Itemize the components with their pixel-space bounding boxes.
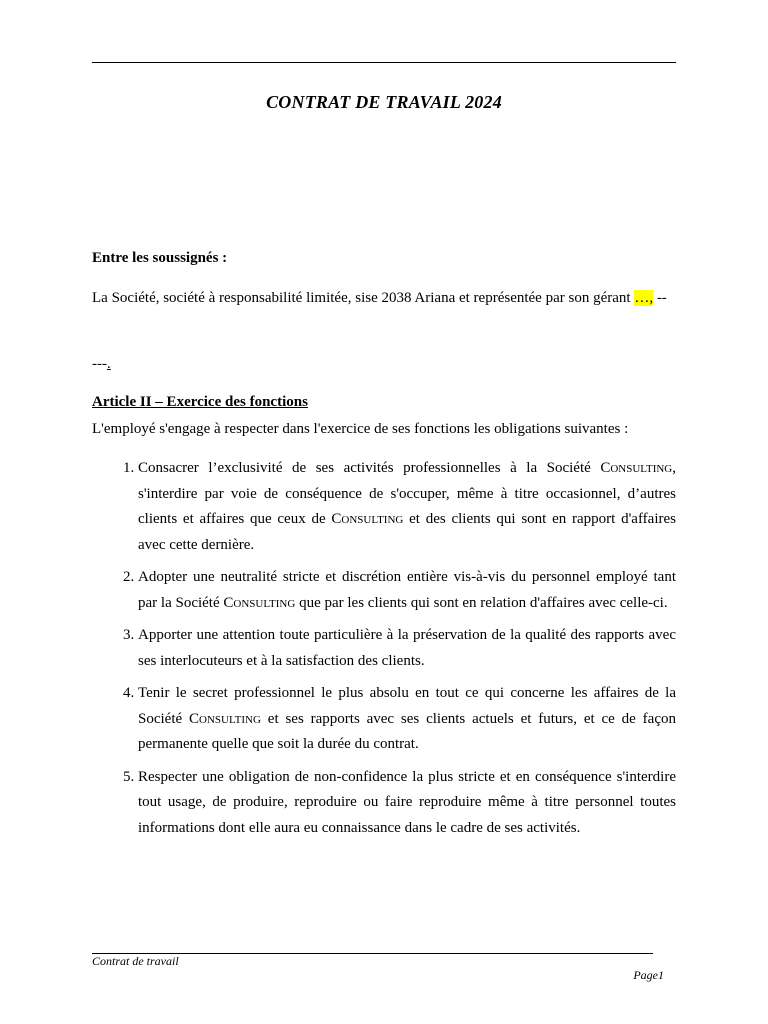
obligation-item <box>138 765 676 842</box>
parties-paragraph <box>92 286 676 310</box>
document-title: CONTRAT DE TRAVAIL 2024 <box>266 92 502 112</box>
article-title: Article II – Exercice des fonctions <box>92 394 308 410</box>
obligation-text: Respecter une obligation de non-confidence la plus stricte et en conséquence s'interdire tout usage, de produire, reproduire ou faire reproduire même à titre personnel toutes informations dont elle aura eu connaissance dans le cadre de ses activités. <box>138 768 676 836</box>
obligation-text: Apporter une attention toute particulière à la préservation de la qualité des rapports avec ses interlocuteurs et à la satisfaction des clients. <box>138 627 676 669</box>
header-rule <box>92 62 676 63</box>
obligations-list <box>92 456 676 848</box>
article-intro: L'employé s'engage à respecter dans l'exercice de ses fonctions les obligations suivantes : <box>92 421 629 437</box>
parties-continuation: -- <box>653 290 667 306</box>
company-name: Consulting <box>189 710 261 727</box>
obligation-item <box>138 623 676 674</box>
dashes-text: --- <box>92 356 107 372</box>
obligation-text: Consacrer l’exclusivité de ses activités professionnelles à la Société <box>138 460 601 476</box>
company-name: Consulting <box>600 460 673 476</box>
obligation-text: , s'interdire par voie de conséquence de s'occuper, même à titre occasionnel, d’autres clients et affaires que ceux de <box>138 460 676 527</box>
company-name: Consulting <box>331 511 404 527</box>
dashes-line <box>92 352 676 377</box>
dashes-dot: . <box>107 356 111 372</box>
obligation-text: et ses rapports avec ses clients actuels et futurs, et ce de façon permanente quelle que soit la durée du contrat. <box>138 710 676 752</box>
obligation-text: que par les clients qui sont en relation d'affaires avec celle-ci. <box>295 594 668 611</box>
obligation-item <box>138 681 676 758</box>
obligation-item <box>138 456 676 558</box>
obligation-text: et des clients qui sont en rapport d'affaires avec cette dernière. <box>138 511 676 553</box>
between-heading: Entre les soussignés : <box>92 250 228 266</box>
footer-title: Contrat de travail <box>92 954 179 968</box>
company-name: Consulting <box>223 594 296 611</box>
obligation-text: Tenir le secret professionnel le plus absolu en tout ce qui concerne les affaires de la Société <box>138 685 676 727</box>
obligation-item <box>138 565 676 616</box>
manager-placeholder: …, <box>634 290 654 306</box>
obligation-text: Adopter une neutralité stricte et discrétion entière vis-à-vis du personnel employé tant par la Société <box>138 569 676 611</box>
page-number: Page1 <box>633 968 664 982</box>
parties-text: La Société, société à responsabilité limitée, sise 2038 Ariana et représentée par son gérant <box>92 290 635 306</box>
